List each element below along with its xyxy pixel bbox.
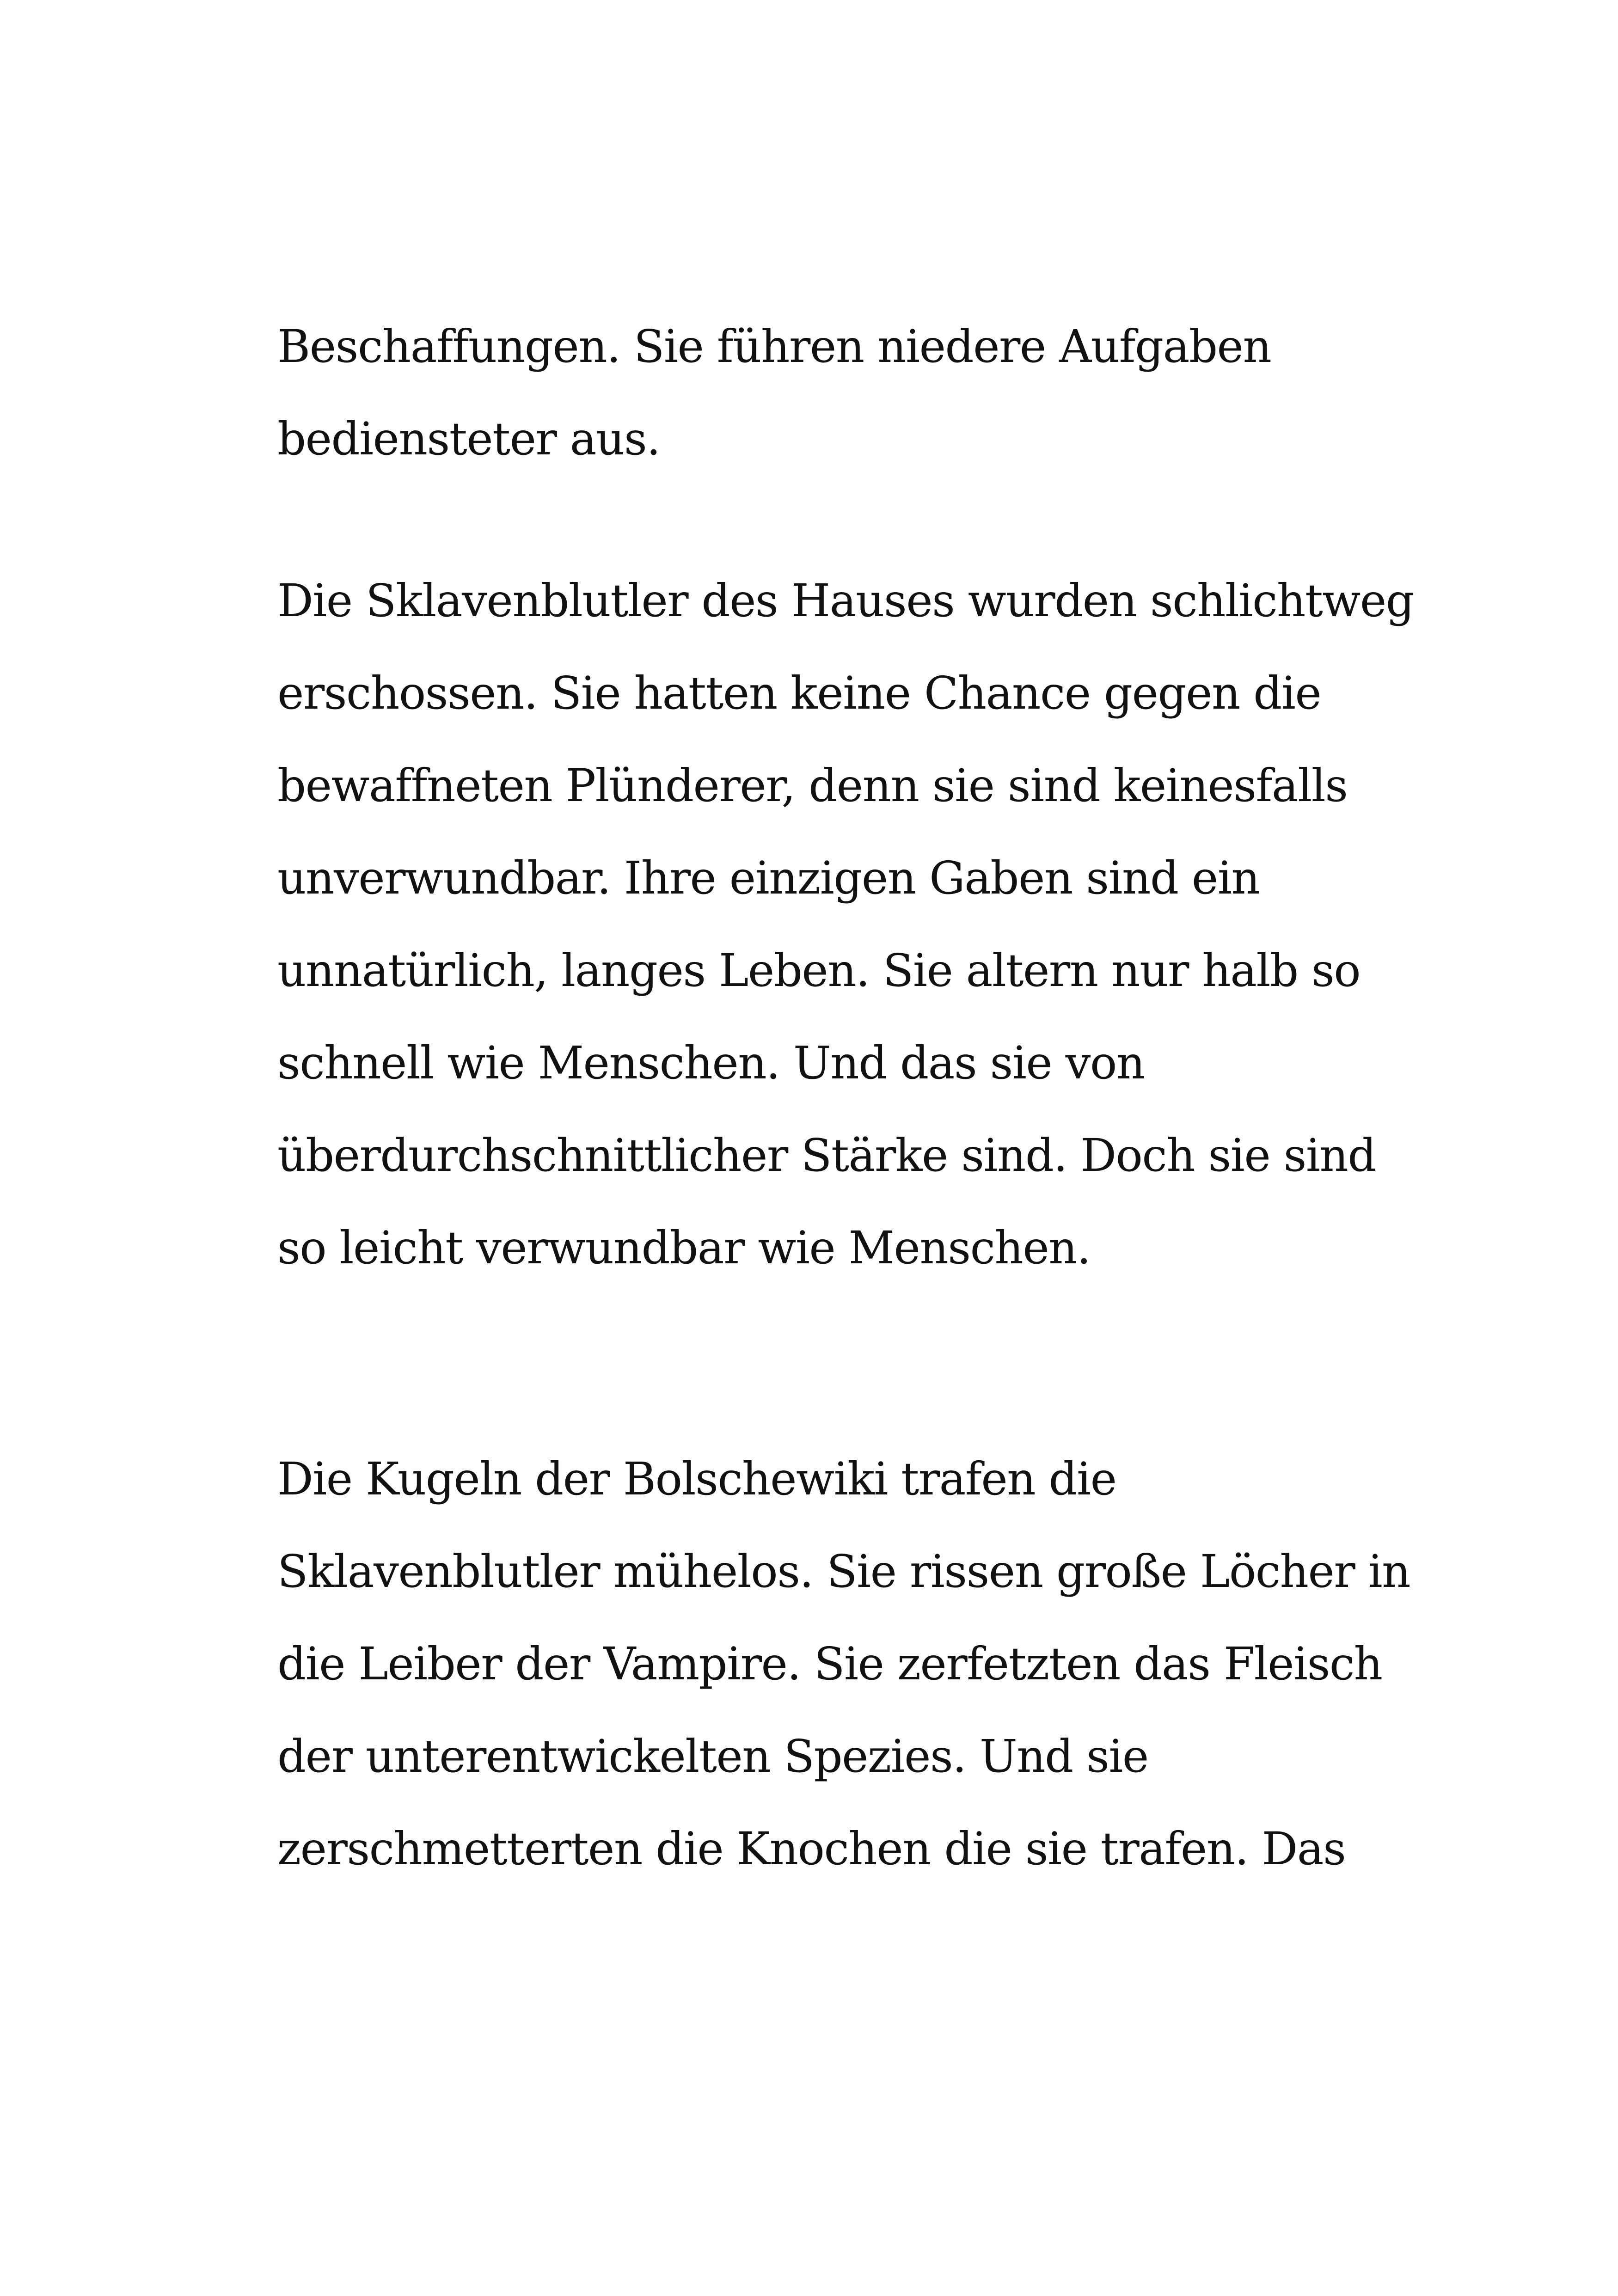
text-line: so leicht verwundbar wie Menschen. (277, 1222, 1091, 1274)
text-line: die Leiber der Vampire. Sie zerfetzten das Fleisch (277, 1638, 1382, 1690)
text-line: überdurchschnittlicher Stärke sind. Doch sie sind (277, 1129, 1376, 1182)
text-line: schnell wie Menschen. Und das sie von (277, 1037, 1145, 1089)
text-line: unverwundbar. Ihre einzigen Gaben sind ein (277, 852, 1260, 904)
text-line: Sklavenblutler mühelos. Sie rissen große Löcher in (277, 1545, 1410, 1598)
text-line: Beschaffungen. Sie führen niedere Aufgaben (277, 320, 1271, 373)
text-line: zerschmetterten die Knochen die sie trafen. Das (277, 1823, 1346, 1875)
text-line: bediensteter aus. (277, 413, 660, 465)
text-line: unnatürlich, langes Leben. Sie altern nur halb so (277, 944, 1361, 997)
text-line: Die Kugeln der Bolschewiki trafen die (277, 1453, 1116, 1505)
text-line: erschossen. Sie hatten keine Chance gegen die (277, 667, 1321, 719)
text-line: der unterentwickelten Spezies. Und sie (277, 1730, 1148, 1782)
text-line: Die Sklavenblutler des Hauses wurden schlichtweg (277, 575, 1414, 627)
text-line: bewaffneten Plünderer, denn sie sind keinesfalls (277, 759, 1348, 812)
